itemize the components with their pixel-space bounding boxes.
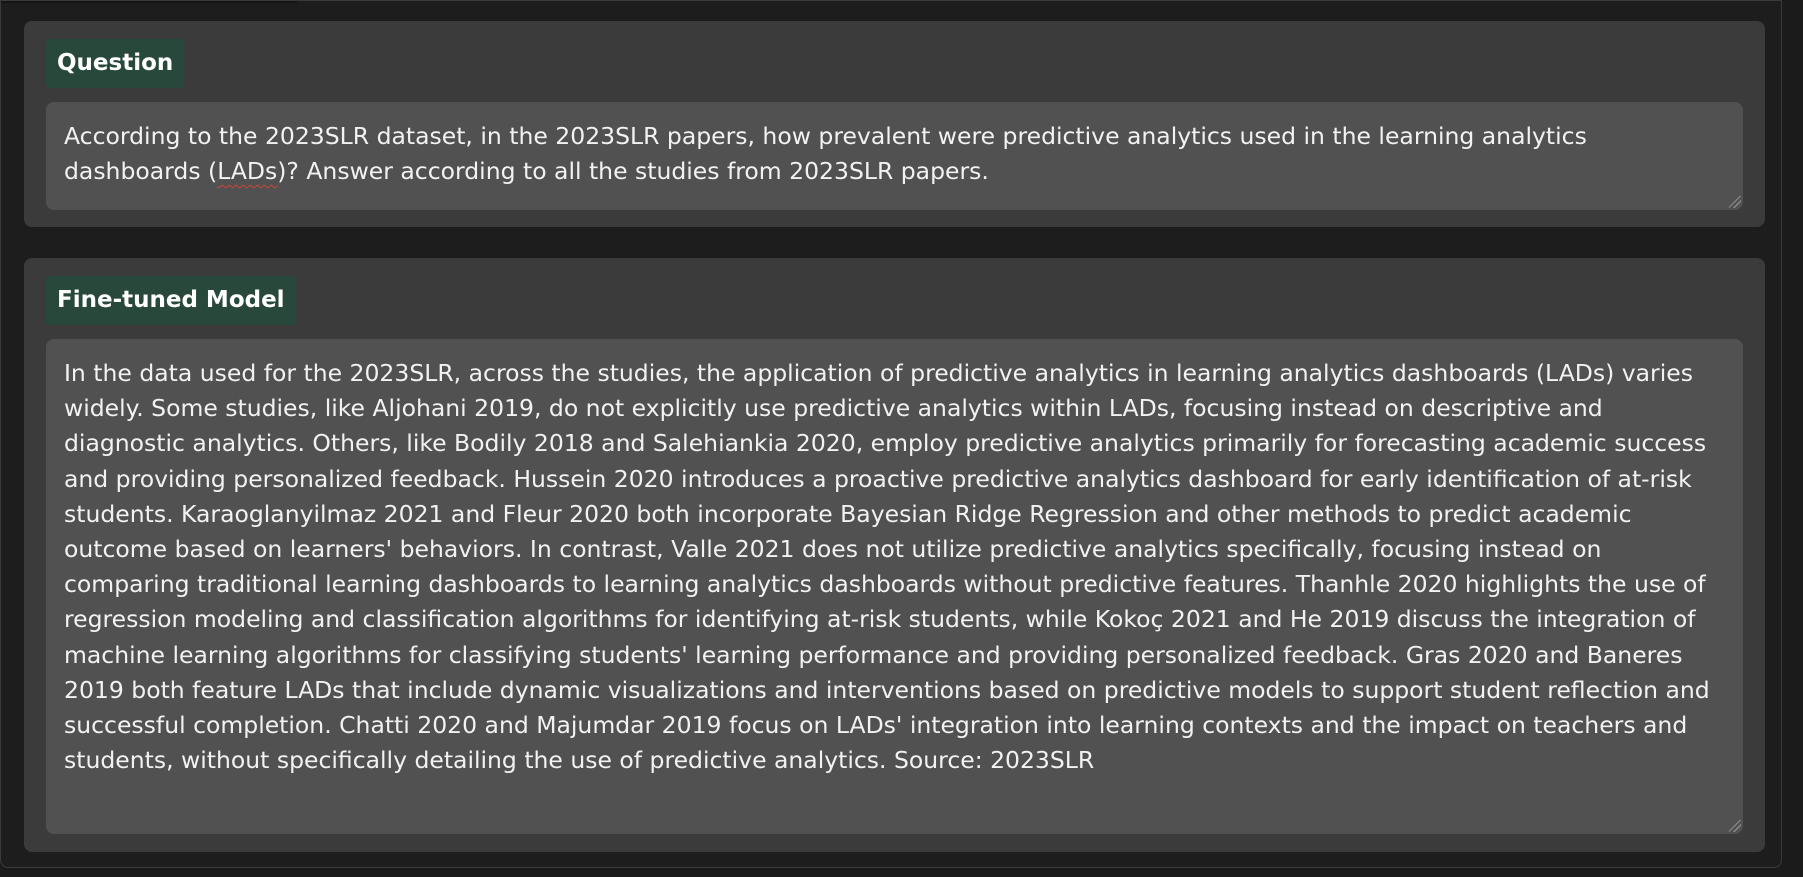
fine-tuned-model-label: Fine-tuned Model — [46, 276, 296, 325]
question-label: Question — [46, 39, 184, 88]
model-answer-text: In the data used for the 2023SLR, across the studies, the application of predictive analytics in learning analytics dashboards (LADs) varies widely. Some studies, like Aljohani 2019, do not explicitly use predictive analytics within LADs, focusing instead on descriptive and diagnostic analytics. Others, like Bodily 2018 and Salehiankia 2020, employ predictive analytics primarily for forecasting academic success and providing personalized feedback. Hussein 2020 introduces a proactive predictive analytics dashboard for early identification of at-risk students. Karaoglanyilmaz 2021 and Fleur 2020 both incorporate Bayesian Ridge Regression and other methods to predict academic outcome based on learners' behaviors. In contrast, Valle 2021 does not utilize predictive analytics specifically, focusing instead on comparing traditional learning dashboards to learning analytics dashboards without predictive features. Thanhle 2020 highlights the use of regression modeling and classification algorithms for identifying at-risk students, while Kokoç 2021 and He 2019 discuss the integration of machine learning algorithms for classifying students' learning performance and providing personalized feedback. Gras 2020 and Baneres 2019 both feature LADs that include dynamic visualizations and interventions based on predictive models to support student reflection and successful completion. Chatti 2020 and Majumdar 2019 focus on LADs' integration into learning contexts and the impact on teachers and students, without specifically detailing the use of predictive analytics. Source: 2023SLR — [64, 359, 1710, 775]
resize-grip-icon[interactable] — [1729, 820, 1741, 832]
top-tab-strip — [1, 1, 297, 3]
question-textarea[interactable] — [46, 102, 1743, 210]
resize-grip-icon[interactable] — [1729, 196, 1741, 208]
misspelled-word: LADs — [217, 157, 278, 186]
question-block — [24, 21, 1765, 227]
question-text-end: )? Answer according to all the studies from 2023SLR papers. — [277, 157, 989, 186]
model-answer-textarea[interactable] — [46, 339, 1743, 834]
fine-tuned-model-block — [24, 258, 1765, 852]
question-text-start: According to the 2023SLR dataset, in the 2023SLR papers, how prevalent were predictive analytics used in the learning analytics dashboards ( — [64, 122, 1587, 186]
